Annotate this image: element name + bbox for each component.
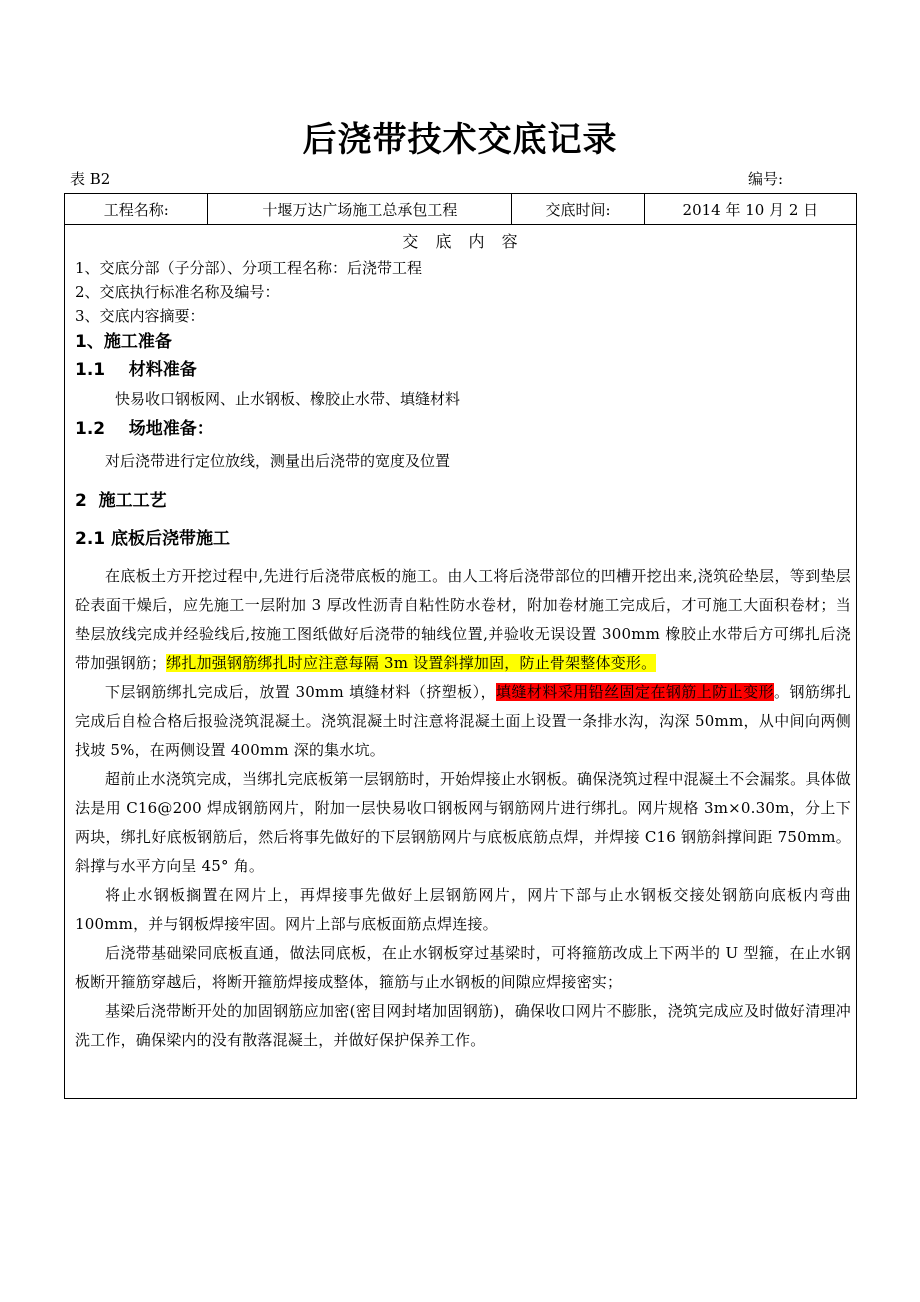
paragraph-6: 基梁后浇带断开处的加固钢筋应加密(密目网封堵加固钢筋)，确保收口网片不膨胀，浇筑完成应及时做好清理冲洗工作，确保梁内的没有散落混凝土，并做好保护保养工作。 xyxy=(75,1002,851,1049)
p1-text: 在底板土方开挖过程中,先进行后浇带底板的施工。由人工将后浇带部位的凹槽开挖出来,浇筑砼垫层，等到垫层砼表面干燥后，应先施工一层附加 3 厚改性沥青自粘性防水卷材，附加卷材施工完成后，才可施工大面积卷材；当垫层放线完成并经验线后,按施工图纸做好后浇带的轴线位置,并验收无误设置 300mm 橡胶止水带后方可绑扎后浇带加强钢筋； xyxy=(75,567,851,672)
heading-process: 2 施工工艺 xyxy=(75,491,167,511)
heading-material: 1.1 材料准备 xyxy=(75,360,197,380)
paragraph-3: 超前止水浇筑完成，当绑扎完底板第一层钢筋时，开始焊接止水钢板。确保浇筑过程中混凝土不会漏浆。具体做法是用 C16@200 焊成钢筋网片，附加一层快易收口钢板网与钢筋网片进行绑扎。网片规格 3m×0.30m，分上下两块，绑扎好底板钢筋后，然后将事先做好的下层钢筋网片与底板底筋点焊，并焊接 C16 钢筋斜撑间距 750mm。斜撑与水平方向呈 45° 角。 xyxy=(75,770,851,875)
site-text: 对后浇带进行定位放线，测量出后浇带的宽度及位置 xyxy=(105,452,451,470)
paragraph-5: 后浇带基础梁同底板直通，做法同底板，在止水钢板穿过基梁时，可将箍筋改成上下两半的 U 型箍，在止水钢板断开箍筋穿越后，将断开箍筋焊接成整体，箍筋与止水钢板的间隙应焊接密实； xyxy=(75,944,851,991)
item-1: 1、交底分部（子分部）、分项工程名称：后浇带工程 xyxy=(75,259,423,277)
heading-floor-slab: 2.1 底板后浇带施工 xyxy=(75,529,231,549)
handover-time-value: 2014 年 10 月 2 日 xyxy=(644,194,856,225)
content-body xyxy=(75,228,851,1055)
item-3: 3、交底内容摘要： xyxy=(75,307,205,325)
item-2: 2、交底执行标准名称及编号： xyxy=(75,283,280,301)
form-code: 表 B2 xyxy=(70,170,111,188)
p2-highlight: 填缝材料采用铅丝固定在钢筋上防止变形 xyxy=(496,683,774,701)
handover-time-label: 交底时间: xyxy=(512,194,645,225)
heading-site: 1.2 场地准备： xyxy=(75,419,214,439)
p2-text-a: 下层钢筋绑扎完成后，放置 30mm 填缝材料（挤塑板）， xyxy=(105,683,497,701)
serial-number-label: 编号: xyxy=(748,170,784,188)
paragraph-1 xyxy=(75,562,851,678)
p1-highlight: 绑扎加强钢筋绑扎时应注意每隔 3m 设置斜撑加固，防止骨架整体变形。 xyxy=(166,654,657,672)
paragraph-2 xyxy=(75,678,851,765)
material-text: 快易收口钢板网、止水钢板、橡胶止水带、填缝材料 xyxy=(115,390,461,408)
section-title: 交 底 内 容 xyxy=(402,232,524,251)
p2-text-b: 。钢筋绑扎完成后自检合格后报验浇筑混凝土。浇筑混凝土时注意将混凝土面上设置一条排水沟，沟深 50mm，从中间向两侧找坡 5%，在两侧设置 400mm 深的集水坑。 xyxy=(75,683,851,759)
document-title: 后浇带技术交底记录 xyxy=(302,120,618,160)
header-table xyxy=(64,193,857,225)
paragraph-4: 将止水钢板搁置在网片上，再焊接事先做好上层钢筋网片，网片下部与止水钢板交接处钢筋向底板内弯曲 100mm，并与钢板焊接牢固。网片上部与底板面筋点焊连接。 xyxy=(75,886,851,933)
project-name-label: 工程名称: xyxy=(65,194,208,225)
project-name-value: 十堰万达广场施工总承包工程 xyxy=(208,194,512,225)
heading-preparation: 1、施工准备 xyxy=(75,332,172,352)
